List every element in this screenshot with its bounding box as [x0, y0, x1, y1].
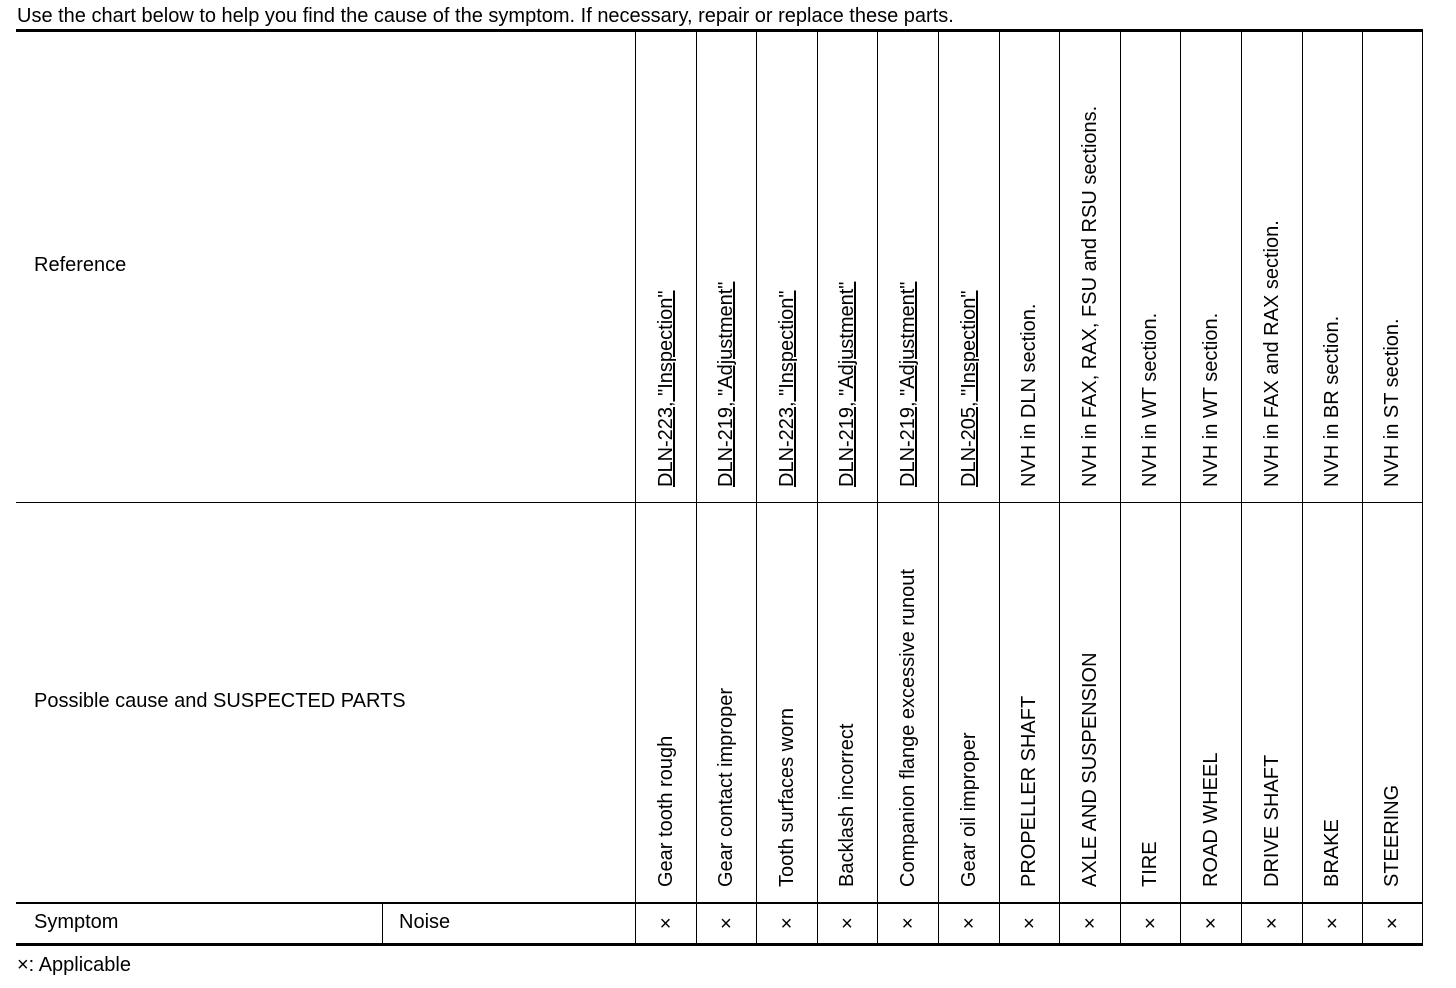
- suspected-part-label: DRIVE SHAFT: [1260, 754, 1283, 887]
- applicable-mark: ×: [1023, 913, 1035, 935]
- table-top-border: [16, 29, 1423, 32]
- reference-row-label: Reference: [34, 254, 127, 276]
- applicable-mark: ×: [1326, 913, 1338, 935]
- suspected-part-label: STEERING: [1381, 784, 1403, 887]
- column-divider: [938, 32, 939, 943]
- symptom-value: Noise: [399, 911, 451, 933]
- column-divider: [1362, 32, 1363, 943]
- reference-link[interactable]: DLN-223, "Inspection": [775, 290, 798, 487]
- column-divider: [877, 32, 878, 943]
- suspected-part-label: BRAKE: [1321, 819, 1343, 887]
- column-divider: [1180, 32, 1181, 943]
- reference-text: NVH in WT section.: [1139, 312, 1161, 487]
- row-divider-reference: [16, 502, 1423, 503]
- reference-text: NVH in ST section.: [1381, 318, 1403, 487]
- symptom-divider: [382, 904, 383, 943]
- suspected-part-label: Gear oil improper: [957, 732, 980, 887]
- column-divider: [1120, 32, 1121, 943]
- applicable-mark: ×: [1144, 913, 1156, 935]
- symptom-label: Symptom: [34, 911, 119, 933]
- applicable-mark: ×: [1204, 913, 1217, 935]
- column-divider: [1059, 32, 1060, 943]
- row-divider-parts: [16, 902, 1423, 904]
- reference-link[interactable]: DLN-219, "Adjustment": [896, 281, 919, 487]
- column-divider: [635, 32, 636, 943]
- applicable-mark: ×: [1083, 913, 1096, 935]
- suspected-part-label: Gear tooth rough: [654, 735, 677, 887]
- suspected-part-label: Backlash incorrect: [836, 723, 858, 887]
- applicable-mark: ×: [659, 913, 672, 935]
- suspected-part-label: TIRE: [1139, 841, 1161, 887]
- applicable-mark: ×: [780, 913, 793, 935]
- reference-text: NVH in WT section.: [1199, 312, 1222, 487]
- reference-link[interactable]: DLN-205, "Inspection": [957, 290, 980, 487]
- applicable-mark: ×: [901, 913, 914, 935]
- column-divider: [696, 32, 697, 943]
- reference-text: NVH in FAX, RAX, FSU and RSU sections.: [1078, 105, 1101, 487]
- column-divider: [817, 32, 818, 943]
- reference-text: NVH in FAX and RAX section.: [1260, 220, 1283, 487]
- suspected-part-label: ROAD WHEEL: [1199, 752, 1222, 887]
- reference-link[interactable]: DLN-219, "Adjustment": [715, 281, 737, 487]
- applicable-mark: ×: [841, 913, 853, 935]
- column-divider: [999, 32, 1000, 943]
- reference-text: NVH in BR section.: [1321, 315, 1343, 487]
- suspected-part-label: Tooth surfaces worn: [775, 708, 798, 887]
- table-right-border: [1422, 32, 1423, 943]
- suspected-part-label: PROPELLER SHAFT: [1018, 695, 1040, 887]
- applicable-mark: ×: [720, 913, 732, 935]
- suspected-part-label: Companion flange excessive runout: [896, 569, 919, 887]
- legend-text: ×: Applicable: [17, 954, 131, 976]
- reference-link[interactable]: DLN-223, "Inspection": [654, 290, 677, 487]
- intro-text: Use the chart below to help you find the cause of the symptom. If necessary, repair or replace these parts.: [17, 5, 954, 27]
- parts-row-label: Possible cause and SUSPECTED PARTS: [34, 690, 406, 712]
- applicable-mark: ×: [1386, 913, 1398, 935]
- suspected-part-label: AXLE AND SUSPENSION: [1078, 652, 1101, 887]
- column-divider: [1302, 32, 1303, 943]
- reference-text: NVH in DLN section.: [1018, 303, 1040, 487]
- column-divider: [756, 32, 757, 943]
- table-bottom-border: [16, 943, 1423, 946]
- reference-link[interactable]: DLN-219, "Adjustment": [836, 281, 858, 487]
- applicable-mark: ×: [962, 913, 975, 935]
- column-divider: [1241, 32, 1242, 943]
- applicable-mark: ×: [1265, 913, 1278, 935]
- suspected-part-label: Gear contact improper: [715, 688, 737, 887]
